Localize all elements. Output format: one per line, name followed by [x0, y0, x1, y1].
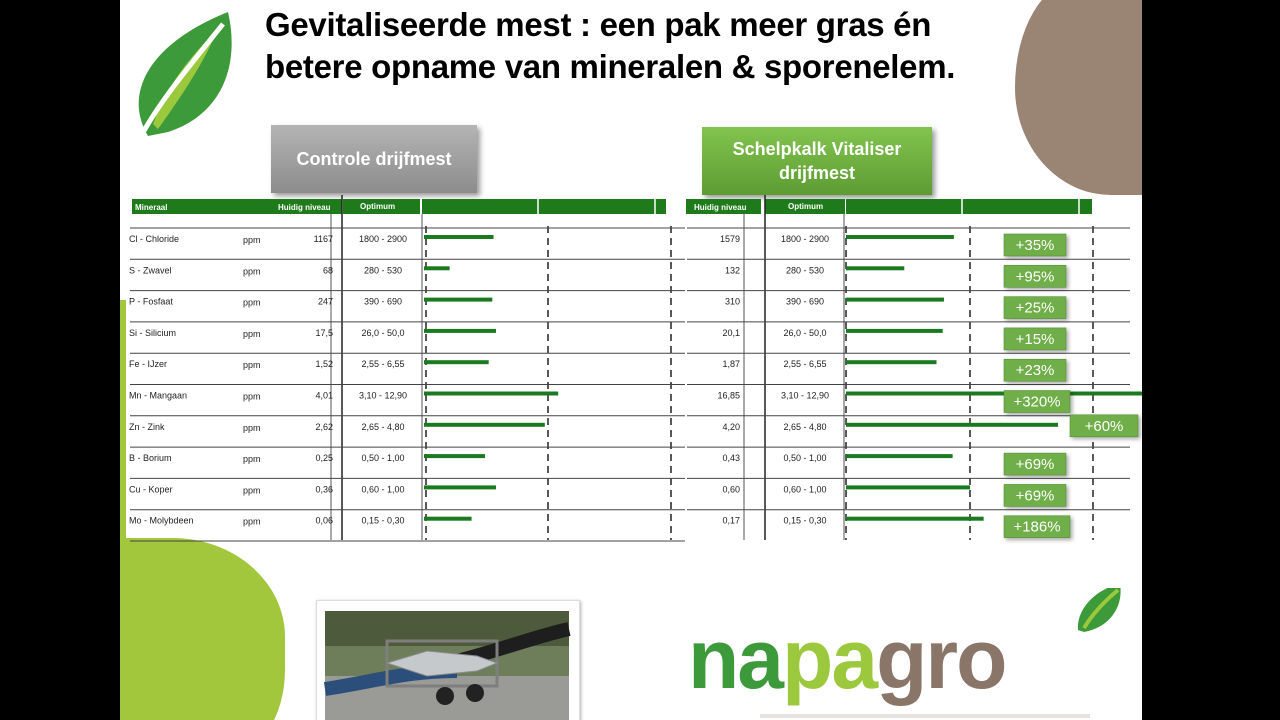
cell-level-control: 247	[317, 296, 333, 307]
cell-level-control: 0,36	[315, 484, 333, 495]
cell-unit: ppm	[243, 485, 261, 496]
equipment-photo	[316, 600, 580, 720]
cell-unit: ppm	[243, 266, 261, 277]
cell-optimum-control: 390 - 690	[363, 296, 403, 307]
change-badge-label: +95%	[1015, 268, 1055, 286]
bar-vitaliser	[846, 392, 1142, 396]
cell-level-vitaliser: 310	[724, 296, 740, 307]
cell-mineral: Fe - IJzer	[129, 359, 168, 370]
change-badge-label: +35%	[1015, 237, 1055, 254]
bar-vitaliser	[846, 235, 954, 239]
cell-unit: ppm	[243, 360, 261, 371]
cell-optimum-vitaliser: 3,10 - 12,90	[780, 390, 830, 401]
cell-optimum-control: 0,60 - 1,00	[361, 484, 405, 495]
cell-level-control: 4,01	[315, 390, 333, 401]
cell-mineral: P - Fosfaat	[129, 296, 173, 307]
brand-logo	[688, 588, 1128, 720]
bar-vitaliser	[846, 517, 984, 521]
change-badge-label: +186%	[1013, 518, 1061, 536]
cell-mineral: Cu - Koper	[129, 484, 173, 495]
bar-control	[424, 392, 558, 396]
header-label-level-left: Huidig niveau	[278, 203, 331, 212]
cell-optimum-control: 0,50 - 1,00	[361, 453, 405, 464]
change-badge-label: +60%	[1084, 417, 1124, 435]
change-badge-label: +69%	[1015, 456, 1055, 474]
cell-mineral: B - Borium	[129, 453, 172, 464]
bar-vitaliser	[846, 298, 944, 302]
cell-level-control: 0,06	[315, 515, 333, 526]
cell-mineral: S - Zwavel	[129, 265, 172, 276]
cell-optimum-control: 3,10 - 12,90	[358, 390, 408, 401]
bar-control	[424, 235, 494, 239]
cell-unit: ppm	[243, 235, 261, 245]
header-label-optimum-right: Optimum	[788, 202, 824, 211]
cell-optimum-vitaliser: 2,55 - 6,55	[783, 359, 827, 370]
cell-mineral: Mn - Mangaan	[129, 390, 188, 401]
cell-optimum-vitaliser: 0,15 - 0,30	[783, 515, 827, 526]
header-scale-right	[846, 199, 1092, 214]
bar-vitaliser	[846, 329, 943, 333]
header-label-mineral: Mineraal	[135, 203, 168, 212]
change-badge-label: +25%	[1015, 299, 1055, 317]
cell-level-control: 17,5	[315, 327, 333, 338]
cell-level-vitaliser: 16,85	[717, 390, 740, 401]
caption-vitaliser-text: Schelpkalk Vitaliser drijfmest	[732, 139, 902, 183]
caption-control: Controle drijfmest	[271, 125, 477, 193]
cell-mineral: Zn - Zink	[129, 421, 165, 432]
cell-optimum-control: 2,55 - 6,55	[361, 359, 405, 370]
cell-optimum-vitaliser: 0,50 - 1,00	[783, 453, 827, 464]
brand-logo-graphic	[688, 588, 1128, 720]
cell-optimum-control: 0,15 - 0,30	[361, 515, 405, 526]
bar-vitaliser	[846, 266, 904, 270]
equipment-image	[317, 601, 579, 720]
bar-vitaliser	[846, 423, 1058, 427]
cell-optimum-vitaliser: 280 - 530	[785, 265, 825, 276]
header-scale-left	[422, 199, 666, 214]
cell-level-vitaliser: 0,60	[722, 484, 740, 495]
bar-control	[424, 423, 545, 427]
cell-level-vitaliser: 1,87	[722, 359, 740, 370]
bar-control	[424, 360, 489, 364]
cell-level-vitaliser: 20,1	[722, 327, 740, 338]
cell-level-vitaliser: 4,20	[722, 421, 740, 432]
cell-optimum-control: 26,0 - 50,0	[361, 327, 405, 338]
cell-unit: ppm	[243, 391, 261, 402]
cell-optimum-vitaliser: 2,65 - 4,80	[783, 421, 827, 432]
cell-level-vitaliser: 1579	[719, 234, 740, 244]
cell-optimum-vitaliser: 390 - 690	[785, 296, 825, 307]
change-badge-label: +15%	[1015, 330, 1055, 348]
cell-optimum-control: 1800 - 2900	[358, 234, 408, 244]
cell-level-control: 68	[322, 265, 333, 276]
cell-level-control: 0,25	[315, 453, 333, 464]
change-badge-label: +23%	[1015, 362, 1055, 380]
bar-vitaliser	[846, 360, 937, 364]
cell-optimum-vitaliser: 26,0 - 50,0	[783, 327, 827, 338]
cell-optimum-vitaliser: 0,60 - 1,00	[783, 484, 827, 495]
slide	[120, 0, 1142, 720]
bar-control	[424, 454, 485, 458]
change-badge-label: +69%	[1015, 487, 1055, 505]
cell-mineral: Si - Silicium	[129, 327, 177, 338]
cell-level-control: 2,62	[315, 421, 333, 432]
cell-level-vitaliser: 132	[724, 265, 740, 276]
bar-control	[424, 517, 472, 521]
cell-unit: ppm	[243, 454, 261, 465]
cell-unit: ppm	[243, 516, 261, 527]
cell-optimum-control: 280 - 530	[363, 265, 403, 276]
bar-control	[424, 266, 450, 270]
page-title: Gevitaliseerde mest : een pak meer gras én betere opname van mineralen & sporenelem.	[265, 6, 956, 85]
cell-unit: ppm	[243, 328, 261, 339]
header-label-level-right: Huidig niveau	[694, 203, 747, 212]
change-badge-label: +320%	[1013, 393, 1061, 411]
cell-level-vitaliser: 0,43	[722, 453, 740, 464]
bar-control	[424, 485, 496, 489]
cell-level-vitaliser: 0,17	[722, 515, 740, 526]
cell-mineral: Cl - Chloride	[129, 234, 180, 244]
mineral-comparison-chart	[120, 0, 1142, 545]
header-label-optimum-left: Optimum	[360, 202, 396, 211]
bar-control	[424, 329, 496, 333]
brand-name: napagro	[688, 612, 1006, 706]
bar-control	[424, 298, 492, 302]
decorative-green-shape	[120, 538, 285, 720]
cell-optimum-vitaliser: 1800 - 2900	[780, 234, 830, 244]
cell-unit: ppm	[243, 297, 261, 308]
bar-vitaliser	[846, 454, 953, 458]
cell-level-control: 1,52	[315, 359, 333, 370]
cell-mineral: Mo - Molybdeen	[129, 515, 194, 526]
cell-optimum-control: 2,65 - 4,80	[361, 421, 405, 432]
cell-unit: ppm	[243, 422, 261, 433]
bar-vitaliser	[846, 485, 970, 489]
cell-level-control: 1167	[313, 234, 333, 244]
